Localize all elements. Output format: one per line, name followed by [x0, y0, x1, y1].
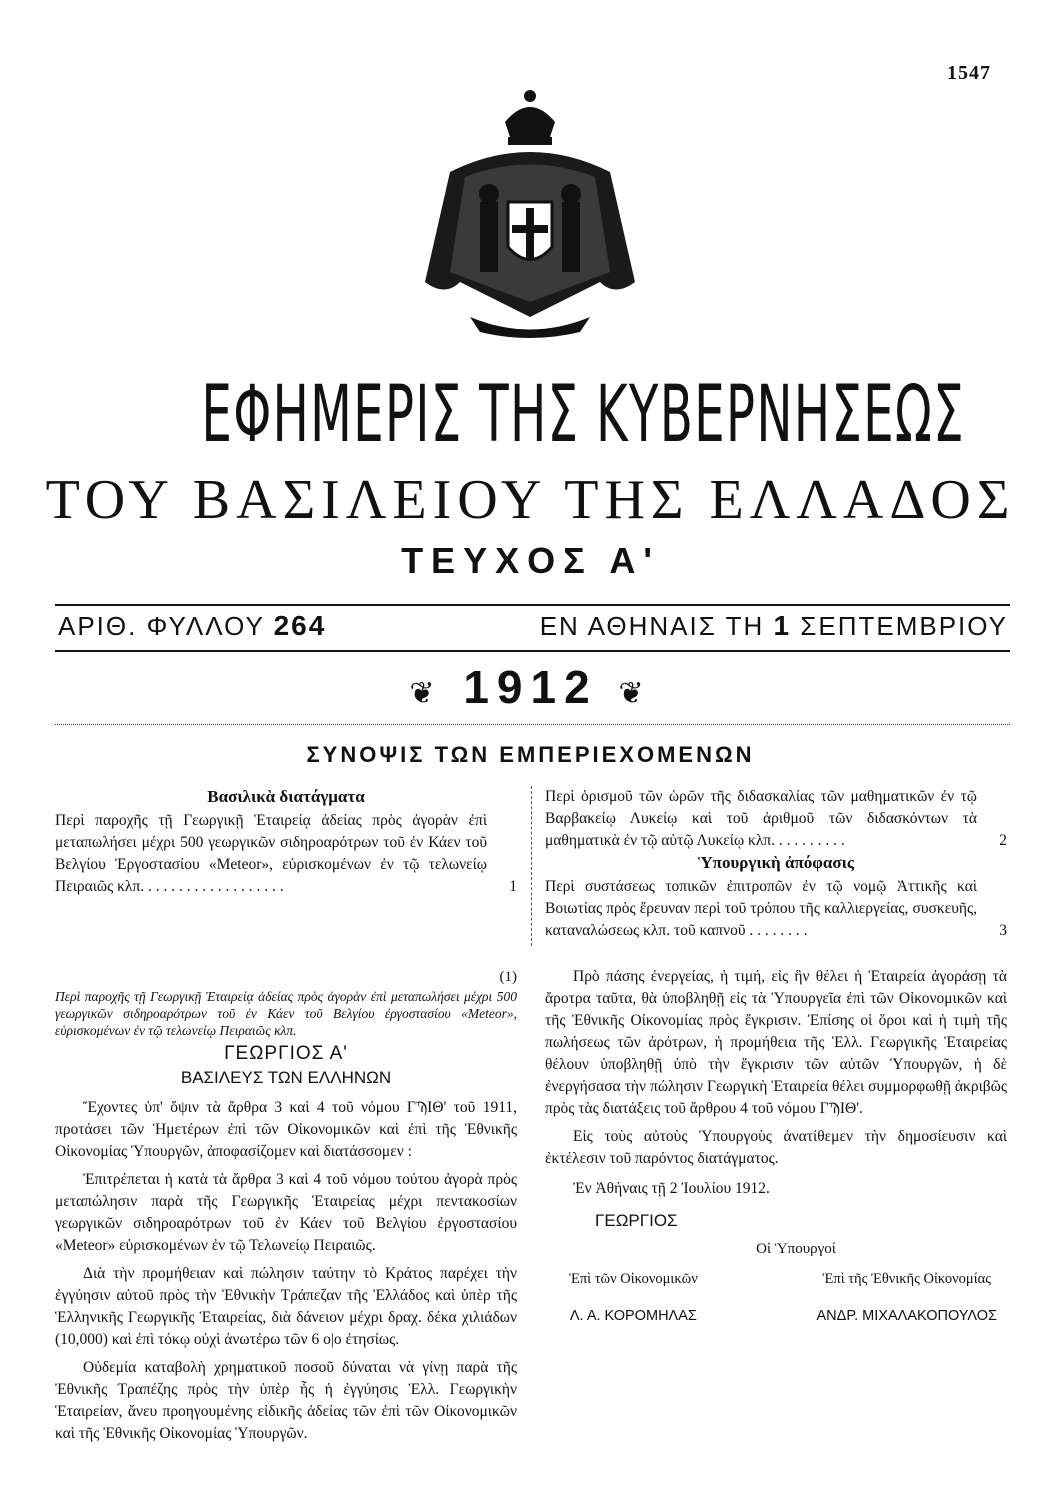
- year: 1912: [463, 661, 598, 713]
- date-month: ΣΕΠΤΕΜΒΡΙΟΥ: [800, 611, 1008, 641]
- sheet-number-block: [58, 610, 326, 642]
- toc-item: [55, 810, 517, 898]
- toc-page-number: 1: [509, 878, 517, 895]
- signer-name: ΓΕΩΡΓΙΟΣ: [595, 1211, 678, 1230]
- royal-coat-of-arms-icon: [410, 82, 650, 342]
- ornament-left-icon: ❦: [409, 677, 443, 710]
- sheet-label: ΑΡΙΘ. ΦΥΛΛΟΥ: [58, 611, 265, 641]
- year-line: [0, 660, 1061, 714]
- toc-item-text: Περὶ παροχῆς τῇ Γεωργικῇ Ἑταιρείᾳ ἀδείας πρὸς ἀγορὰν ἐπὶ μεταπωλήσει μέχρι 500 γεωργικῶν σιδηροαρότρων τοῦ ἐν Κάεν τοῦ Βελγίου Ἐργοστασίου «Meteor», εὑρισκομένων ἐν τῷ τελωνείῳ Πειραιῶς κλπ. . . . . . . . . . . . . . . . . . .: [55, 812, 487, 895]
- minister-role: Ἐπὶ τῆς Ἐθνικῆς Οἰκονομίας: [822, 1271, 991, 1287]
- header-rule-top: [55, 604, 1010, 606]
- toc-item-text: Περὶ συστάσεως τοπικῶν ἐπιτροπῶν ἐν τῷ νομῷ Ἀττικῆς καὶ Βοιωτίας πρὸς ἔρευναν περὶ τοῦ τρόπου τῆς καλλιεργείας, συσκευῆς, καταναλώσεως κλπ. τοῦ καπνοῦ . . . . . . . .: [545, 878, 977, 939]
- decree-paragraph: Διὰ τὴν προμήθειαν καὶ πώλησιν ταύτην τὸ Κράτος παρέχει τὴν ἐγγύησιν αὐτοῦ πρὸς τὴν Ἐθνικὴν Τράπεζαν τῆς Ἑλλάδος καὶ ὑπὲρ τῆς Ἑλληνικῆς Γεωργικῆς Ἑταιρείας, διὰ δάνειον μέχρι δραχ. δέκα χιλιάδων (10,000) καὶ ἐπὶ τόκῳ οὐχὶ ἀνωτέρω τῶν 6 ο|ο ἐτησίως.: [55, 1265, 517, 1348]
- toc-item: [545, 786, 1007, 852]
- sheet-number: 264: [273, 610, 327, 641]
- minister-signature: [569, 1268, 698, 1341]
- footnote-number: (1): [499, 969, 517, 985]
- issue-label: ΤΕΥΧΟΣ Α': [401, 540, 660, 581]
- toc-page-number: 3: [999, 922, 1007, 939]
- decree-right-column: [545, 966, 1007, 1341]
- footnote-text: Περὶ παροχῆς τῇ Γεωργικῇ Ἑταιρείᾳ ἀδείας πρὸς ἀγορὰν ἐπὶ μεταπωλήσει μέχρι 500 γεωργικῶν σιδηροαρότρων τοῦ ἐν Κάεν τοῦ Βελγίου ἐργοστασίου «Meteor», εὑρισκομένων ἐν τῷ τελωνείῳ Πειραιῶς κλπ.: [55, 989, 517, 1038]
- summary-rule: [55, 724, 1010, 725]
- minister-name: ΑΝΔΡ. ΜΙΧΑΛΑΚΟΠΟΥΛΟΣ: [816, 1307, 997, 1324]
- toc-item: [545, 876, 1007, 942]
- decree-paragraph: Πρὸ πάσης ἐνεργείας, ἡ τιμή, εἰς ἣν θέλει ἡ Ἑταιρεία ἀγοράσῃ τὰ ἄροτρα ταῦτα, θὰ ὑποβληθῇ εἰς τὰ Ὑπουργεῖα ἐπὶ τῶν Οἰκονομικῶν καὶ τῆς Ἐθνικῆς Οἰκονομίας πρὸς ἔγκρισιν. Ἐπίσης οἱ ὅροι καὶ ἡ τιμὴ τῆς πωλήσεως τῶν ἀρότρων, ἡ προμήθεια τῆς Ἑλλ. Γεωργικῆς Ἑταιρείας θέλουν ὑποβληθῇ ὑπὸ τὴν ἔγκρισιν τῶν αὐτῶν Ὑπουργῶν, ἡ δὲ ἐνεργήσασα τὴν πώλησιν Γεωργικὴ Ἑταιρεία θέλει συμμορφωθῇ ἀκριβῶς πρὸς τὰς διατάξεις τοῦ ἄρθρου 4 τοῦ νόμου ΓϠΙΘ'.: [545, 968, 1007, 1117]
- date-prefix: ΕΝ ΑΘΗΝΑΙΣ ΤΗ: [539, 611, 765, 641]
- decree-paragraph: Ἔχοντες ὑπ' ὄψιν τὰ ἄρθρα 3 καὶ 4 τοῦ νόμου ΓϠΙΘ' τοῦ 1911, προτάσει τῶν Ἡμετέρων ἐπὶ τῶν Οἰκονομικῶν καὶ ἐπὶ τῆς Ἐθνικῆς Οἰκονομίας Ὑπουργῶν, ἀποφασίζομεν καὶ διατάσσομεν :: [55, 1099, 517, 1160]
- gazette-title: ΕΦΗΜΕΡΙΣ ΤΗΣ ΚΥΒΕΡΝΗΣΕΩΣ: [201, 370, 965, 460]
- decree-paragraph: Οὐδεμία καταβολὴ χρηματικοῦ ποσοῦ δύναται νὰ γίνῃ παρὰ τῆς Ἐθνικῆς Τραπέζης πρὸς τὴν ὑπὲρ ἧς ἡ ἐγγύησις Ἑλλ. Γεωργικὴν Ἑταιρείαν, ἄνευ προηγουμένης εἰδικῆς ἀδείας τῶν ἐπὶ τῶν Οἰκονομικῶν καὶ τῆς Ἐθνικῆς Οἰκονομίας Ὑπουργῶν.: [55, 1359, 517, 1442]
- header-rule-bottom: [55, 650, 1010, 652]
- gazette-subtitle: ΤΟΥ ΒΑΣΙΛΕΙΟΥ ΤΗΣ ΕΛΛΑΔΟΣ: [45, 469, 1016, 531]
- page-number: 1547: [947, 62, 991, 84]
- ministers-signatures: [545, 1268, 1007, 1341]
- ministerial-heading: Ὑπουργικὴ ἀπόφασις: [697, 853, 855, 872]
- date-block: [540, 610, 1008, 642]
- decree-date: Ἐν Ἀθήναις τῇ 2 Ἰουλίου 1912.: [573, 1180, 770, 1197]
- minister-role: Ἐπὶ τῶν Οἰκονομικῶν: [569, 1271, 698, 1287]
- toc-left-column: [55, 786, 517, 898]
- minister-name: Λ. Α. ΚΟΡΟΜΗΛΑΣ: [569, 1307, 697, 1324]
- issue-header-row: [58, 610, 1008, 650]
- minister-signature: [816, 1268, 997, 1341]
- ornament-right-icon: ❦: [618, 677, 652, 710]
- decree-paragraph: Ἐπιτρέπεται ἡ κατὰ τὰ ἄρθρα 3 καὶ 4 τοῦ νόμου τούτου ἀγορὰ πρὸς μεταπώλησιν παρὰ τῆς Γεωργικῆς Ἑταιρείας μέχρι πεντακοσίων γεωργικῶν σιδηροαρότρων τοῦ ἐν Κάεν τοῦ Βελγίου ἐργοστασίου «Meteor» εὑρισκομένων ἐν τῷ Τελωνείῳ Πειραιῶς.: [55, 1171, 517, 1254]
- date-day: 1: [773, 610, 792, 641]
- column-divider: [531, 786, 532, 946]
- toc-item-text: Περὶ ὁρισμοῦ τῶν ὡρῶν τῆς διδασκαλίας τῶν μαθηματικῶν ἐν τῷ Βαρβακείῳ Λυκείῳ καὶ τοῦ ἀριθμοῦ τῶν διδασκόντων τὰ μαθηματικὰ ἐν τῷ αὐτῷ Λυκείῳ κλπ. . . . . . . . . .: [545, 788, 977, 849]
- king-name: ΓΕΩΡΓΙΟΣ Α': [224, 1043, 348, 1064]
- decree-paragraph: Εἰς τοὺς αὐτοὺς Ὑπουργοὺς ἀνατίθεμεν τὴν δημοσίευσιν καὶ ἐκτέλεσιν τοῦ παρόντος διατάγματος.: [545, 1128, 1007, 1167]
- king-title: ΒΑΣΙΛΕΥΣ ΤΩΝ ΕΛΛΗΝΩΝ: [180, 1068, 392, 1087]
- ministers-label: Οἱ Ὑπουργοί: [756, 1241, 836, 1257]
- toc-right-column: [545, 786, 1007, 942]
- decrees-heading: Βασιλικὰ διατάγματα: [207, 787, 365, 806]
- toc-page-number: 2: [999, 832, 1007, 849]
- summary-title: ΣΥΝΟΨΙΣ ΤΩΝ ΕΜΠΕΡΙΕΧΟΜΕΝΩΝ: [306, 742, 755, 767]
- decree-left-column: [55, 966, 517, 1451]
